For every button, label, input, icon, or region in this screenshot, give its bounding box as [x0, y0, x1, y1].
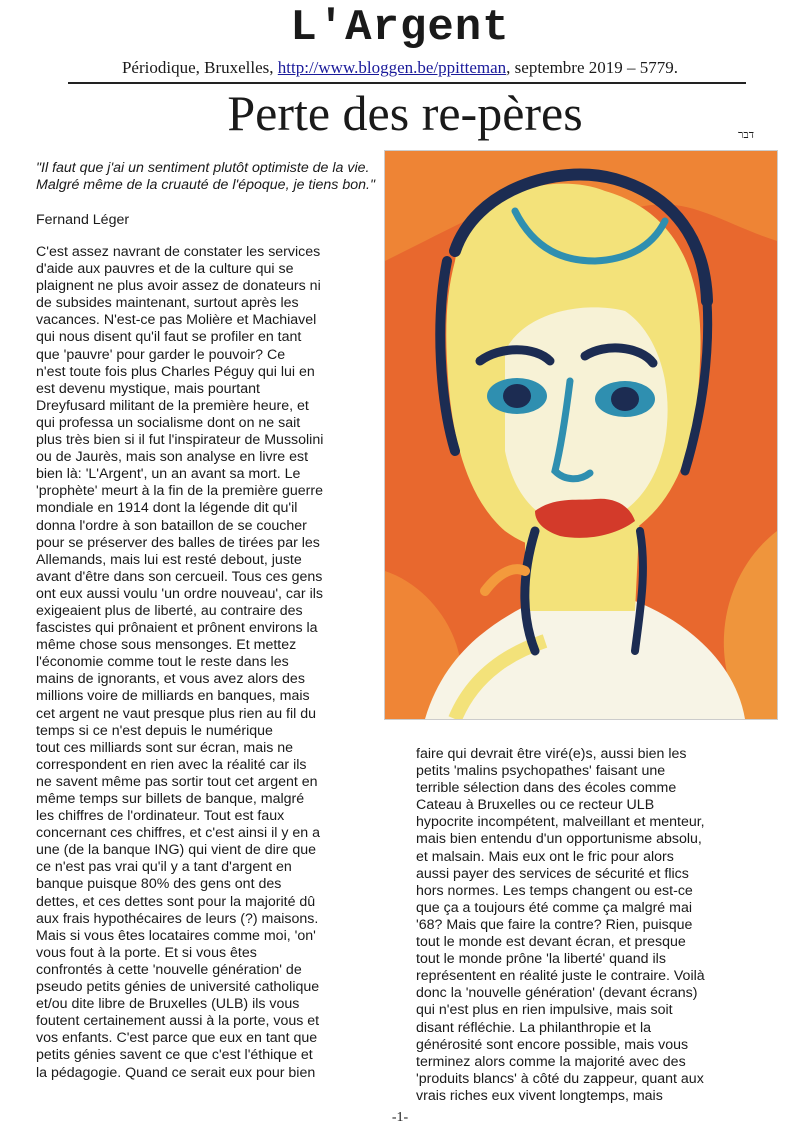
- blog-link[interactable]: http://www.bloggen.be/ppitteman: [277, 58, 507, 77]
- publication-place-label: Périodique, Bruxelles,: [121, 58, 278, 77]
- publication-info: [0, 58, 800, 78]
- masthead-title: L'Argent: [290, 3, 510, 53]
- page-number: -1-: [391, 1110, 409, 1125]
- epigraph-author: Fernand Léger: [36, 212, 130, 228]
- hebrew-mark: דבר: [738, 128, 754, 141]
- portrait-painting-image: [385, 151, 777, 719]
- publication-date-label: , septembre 2019 – 5779.: [506, 58, 679, 77]
- article-headline: Perte des re-pères: [227, 85, 583, 141]
- article-text-left-column: C'est assez navrant de constater les services d'aide aux pauvres et de la culture qui se plaignent ne plus avoir assez de donateurs ni de subsides maintenant, surtout après les vacances. N'est-ce pas Molière et Machiavel qui nous disent qu'il faut se profiler en tant que 'pauvre' pour garder le pouvoir? Ce n'est toute fois plus Charles Péguy qui lui en est devenu mystique, mais pourtant Dreyfusard militant de la première heure, et qui professa un socialisme dont on ne sait plus très bien si il fut l'inspirateur de Mussolini ou de Jaurès, mais son analyse en livre est bien là: 'L'Argent', un an avant sa mort. Le 'prophète' meurt à la fin de la première guerre mondiale en 1914 dont la légende dit qu'il donna l'ordre à son bataillon de se coucher pour se préserver des balles de tirées par les Allemands, mais lui est resté debout, juste avant d'être dans son cercueil. Tous ces gens ont eux aussi voulu 'un ordre nouveau', car ils exigeaient plus de liberté, au contraire des fascistes qui prônaient et prônent environs la même chose sous mensonges. Et mettez l'économie comme tout le reste dans les mains de ignorants, et vous avez alors des millions voire de milliards en banques, mais cet argent ne vaut presque plus rien au fil du temps si ce n'est depuis le numérique tout ces milliards sont sur écran, mais ne correspondent en rien avec la réalité car ils ne savent même pas sortir tout cet argent en même temps sur billets de banque, malgré les chiffres de l'ordinateur. Tout est faux concernant ces chiffres, et c'est ainsi il y en a une (de la banque ING) qui vient de dire que ce n'est pas vrai qu'il y a tant d'argent en banque puisque 80% des gens ont des dettes, et ces dettes sont pour la majorité dû aux frais hypothécaires de leurs (?) maisons. Mais si vous êtes locataires comme moi, 'on' vous fout à la porte. Et si vous êtes confrontés à cette 'nouvelle génération' de pseudo petits génies de université catholique et/ou dite libre de Bruxelles (ULB) ils vous foutent certainement aussi à la porte, vous et vos enfants. C'est parce que eux en tant que petits génies savent ce que c'est l'éthique et la pédagogie. Quand ce serait eux pour bien: [36, 244, 324, 1081]
- article-text-right-column: faire qui devrait être viré(e)s, aussi bien les petits 'malins psychopathes' faisant une terrible sélection dans des écoles comme Cateau à Bruxelles ou ce recteur ULB hypocrite incompétent, malveillant et menteur, mais bien entendu d'un opportunisme absolu, et malsain. Mais eux ont le fric pour alors aussi payer des services de sécurité et flics hors normes. Les temps changent ou est-ce que ça a toujours été comme ça malgré mai '68? Mais que faire la contre? Rien, puisque tout le monde est devant écran, et presque tout le monde prône 'la liberté' quand ils représentent en réalité juste le contraire. Voilà donc la 'nouvelle génération' (devant écrans) qui n'est plus en rien impulsive, mais soit disant réfléchie. La philanthropie et la générosité sont encore possible, mais vous terminez alors comme la majorité avec des 'produits blancs' à côté du zappeur, quant aux vrais riches eux vivent longtemps, mais: [416, 746, 705, 1104]
- portrait-painting: [384, 150, 778, 720]
- epigraph-quote: "Il faut que j'ai un sentiment plutôt optimiste de la vie. Malgré même de la cruauté de l'époque, je tiens bon.": [36, 160, 375, 193]
